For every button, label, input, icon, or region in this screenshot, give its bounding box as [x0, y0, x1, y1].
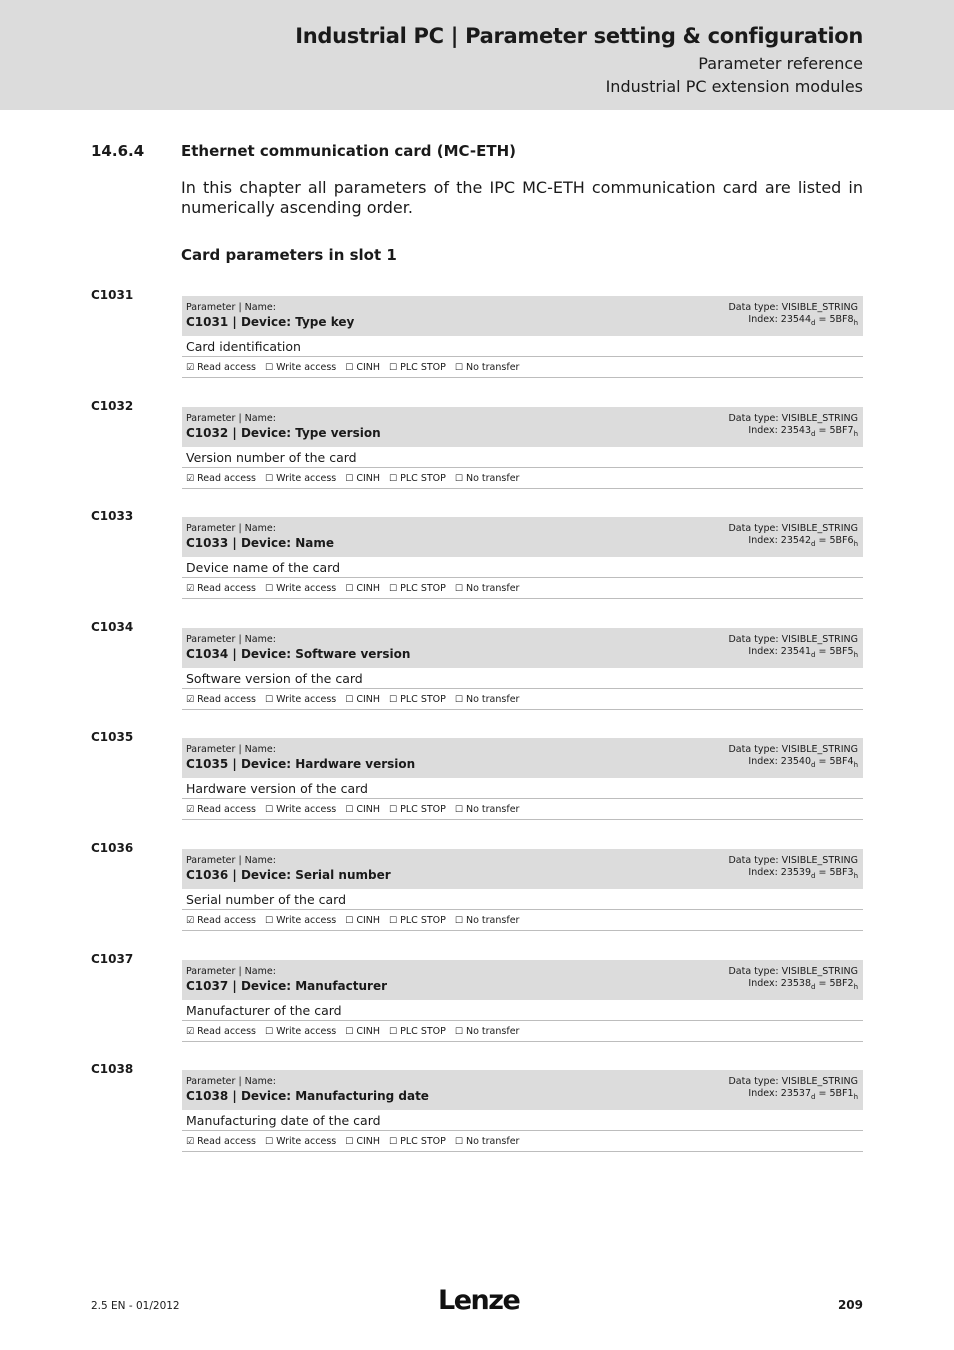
- parameter-header: [182, 296, 863, 336]
- parameter-name-label: Parameter | Name:: [186, 634, 276, 645]
- index-prefix: Index:: [748, 314, 781, 325]
- section-title: Ethernet communication card (MC-ETH): [181, 142, 517, 160]
- parameter-name: C1032 | Device: Type version: [186, 426, 381, 440]
- parameter-header: [182, 407, 863, 447]
- flag-item: [265, 473, 336, 484]
- flag-label: Read access: [197, 473, 257, 484]
- checkbox-icon: ☐: [454, 474, 463, 484]
- checkbox-icon: ☐: [265, 916, 274, 926]
- flag-item: [265, 915, 336, 926]
- flag-label: No transfer: [465, 804, 520, 815]
- checkbox-icon: ☑: [186, 584, 195, 594]
- checkbox-icon: ☐: [389, 916, 398, 926]
- parameter-index: [748, 867, 858, 880]
- index-decimal: 23537: [780, 1088, 812, 1099]
- flag-item: [265, 583, 336, 594]
- header-subtitle-2: Industrial PC extension modules: [605, 77, 863, 96]
- parameter-name: C1037 | Device: Manufacturer: [186, 979, 388, 993]
- flag-label: CINH: [356, 1026, 381, 1037]
- parameter-name-label: Parameter | Name:: [186, 523, 276, 534]
- checkbox-icon: ☑: [186, 916, 195, 926]
- data-type: Data type: VISIBLE_STRING: [728, 634, 858, 645]
- flag-label: CINH: [356, 583, 381, 594]
- flag-item: [345, 473, 380, 484]
- index-equals: =: [815, 1088, 830, 1099]
- parameter-index: [748, 425, 858, 438]
- checkbox-icon: ☐: [389, 474, 398, 484]
- checkbox-icon: ☐: [345, 916, 354, 926]
- parameter-name-label: Parameter | Name:: [186, 966, 276, 977]
- flag-label: No transfer: [465, 915, 520, 926]
- parameter-block: [182, 296, 863, 378]
- checkbox-icon: ☐: [389, 805, 398, 815]
- checkbox-icon: ☐: [389, 363, 398, 373]
- parameter-index: [748, 646, 858, 659]
- parameter-description: Manufacturer of the card: [182, 1000, 863, 1021]
- checkbox-icon: ☐: [389, 1027, 398, 1037]
- parameter-code-label: C1035: [91, 730, 134, 744]
- parameter-block: [182, 849, 863, 931]
- parameter-code-label: C1038: [91, 1062, 134, 1076]
- checkbox-icon: ☐: [345, 363, 354, 373]
- flag-label: CINH: [356, 804, 381, 815]
- checkbox-icon: ☐: [454, 916, 463, 926]
- index-hex: 5BF4: [829, 756, 854, 767]
- flag-label: Read access: [197, 694, 257, 705]
- flag-item: [345, 1136, 380, 1147]
- parameter-code-label: C1031: [91, 288, 134, 302]
- flag-label: Read access: [197, 1136, 257, 1147]
- index-equals: =: [815, 535, 830, 546]
- flag-item: [389, 362, 446, 373]
- flag-label: Write access: [276, 1136, 337, 1147]
- flag-item: [265, 1026, 336, 1037]
- checkbox-icon: ☐: [345, 584, 354, 594]
- flag-label: No transfer: [465, 694, 520, 705]
- flag-label: PLC STOP: [400, 362, 446, 373]
- index-decimal-subscript: d: [811, 761, 816, 769]
- parameter-index: [748, 314, 858, 327]
- flag-item: [265, 694, 336, 705]
- parameter-flags: [182, 910, 863, 931]
- flag-label: CINH: [356, 915, 381, 926]
- index-hex: 5BF3: [829, 867, 854, 878]
- checkbox-icon: ☑: [186, 474, 195, 484]
- data-type: Data type: VISIBLE_STRING: [728, 1076, 858, 1087]
- index-hex: 5BF7: [829, 425, 854, 436]
- index-prefix: Index:: [748, 867, 781, 878]
- parameter-name-label: Parameter | Name:: [186, 1076, 276, 1087]
- parameter-flags: [182, 1131, 863, 1152]
- index-prefix: Index:: [748, 1088, 781, 1099]
- flag-item: [186, 583, 256, 594]
- checkbox-icon: ☐: [265, 1027, 274, 1037]
- parameter-description: Card identification: [182, 336, 863, 357]
- flag-label: Write access: [276, 362, 337, 373]
- checkbox-icon: ☐: [265, 805, 274, 815]
- index-hex: 5BF8: [829, 314, 854, 325]
- flag-item: [265, 804, 336, 815]
- flag-label: PLC STOP: [400, 583, 446, 594]
- checkbox-icon: ☑: [186, 363, 195, 373]
- flag-item: [455, 473, 520, 484]
- index-decimal-subscript: d: [811, 430, 816, 438]
- parameter-description: Version number of the card: [182, 447, 863, 468]
- flag-label: Write access: [276, 583, 337, 594]
- flag-label: PLC STOP: [400, 473, 446, 484]
- index-decimal-subscript: d: [811, 651, 816, 659]
- parameter-index: [748, 535, 858, 548]
- parameter-index: [748, 1088, 858, 1101]
- parameter-block: [182, 407, 863, 489]
- checkbox-icon: ☑: [186, 695, 195, 705]
- flag-label: Write access: [276, 473, 337, 484]
- index-decimal-subscript: d: [811, 872, 816, 880]
- index-hex-subscript: h: [853, 983, 858, 991]
- flag-item: [265, 362, 336, 373]
- flag-label: Read access: [197, 915, 257, 926]
- flag-item: [186, 1026, 256, 1037]
- index-equals: =: [815, 425, 830, 436]
- parameter-name: C1036 | Device: Serial number: [186, 868, 391, 882]
- parameter-flags: [182, 468, 863, 489]
- flag-label: PLC STOP: [400, 1026, 446, 1037]
- parameter-name: C1033 | Device: Name: [186, 536, 334, 550]
- flag-item: [186, 804, 256, 815]
- checkbox-icon: ☐: [265, 695, 274, 705]
- flag-label: Write access: [276, 915, 337, 926]
- parameter-code-label: C1036: [91, 841, 134, 855]
- parameter-name-label: Parameter | Name:: [186, 744, 276, 755]
- parameter-flags: [182, 1021, 863, 1042]
- flag-label: No transfer: [465, 1026, 520, 1037]
- parameter-header: [182, 849, 863, 889]
- parameter-name: C1034 | Device: Software version: [186, 647, 411, 661]
- parameter-code-label: C1032: [91, 399, 134, 413]
- checkbox-icon: ☐: [345, 695, 354, 705]
- flag-item: [265, 1136, 336, 1147]
- parameter-block: [182, 1070, 863, 1152]
- flag-item: [345, 1026, 380, 1037]
- checkbox-icon: ☑: [186, 1027, 195, 1037]
- flag-item: [345, 362, 380, 373]
- parameter-block: [182, 628, 863, 710]
- index-hex-subscript: h: [853, 319, 858, 327]
- index-prefix: Index:: [748, 425, 781, 436]
- parameter-code-label: C1037: [91, 952, 134, 966]
- flag-item: [389, 473, 446, 484]
- flag-item: [455, 1026, 520, 1037]
- checkbox-icon: ☑: [186, 805, 195, 815]
- checkbox-icon: ☐: [345, 805, 354, 815]
- parameter-description: Device name of the card: [182, 557, 863, 578]
- flag-item: [186, 362, 256, 373]
- flag-item: [389, 915, 446, 926]
- page-header: [0, 0, 954, 110]
- checkbox-icon: ☐: [389, 695, 398, 705]
- index-prefix: Index:: [748, 646, 781, 657]
- parameter-name-label: Parameter | Name:: [186, 413, 276, 424]
- flag-label: PLC STOP: [400, 694, 446, 705]
- intro-paragraph: In this chapter all parameters of the IPC MC-ETH communication card are listed in numerically ascending order.: [181, 178, 863, 217]
- page-number: 209: [837, 1298, 863, 1312]
- flag-item: [389, 804, 446, 815]
- index-hex-subscript: h: [853, 761, 858, 769]
- index-decimal: 23543: [780, 425, 812, 436]
- index-prefix: Index:: [748, 978, 781, 989]
- parameter-flags: [182, 578, 863, 599]
- flag-item: [345, 915, 380, 926]
- index-hex-subscript: h: [853, 430, 858, 438]
- index-decimal: 23544: [780, 314, 812, 325]
- flag-label: PLC STOP: [400, 915, 446, 926]
- parameter-name-label: Parameter | Name:: [186, 855, 276, 866]
- flag-item: [389, 1136, 446, 1147]
- index-hex: 5BF5: [829, 646, 854, 657]
- index-equals: =: [815, 756, 830, 767]
- flag-label: CINH: [356, 694, 381, 705]
- parameter-header: [182, 628, 863, 668]
- parameter-block: [182, 517, 863, 599]
- index-decimal: 23542: [780, 535, 812, 546]
- checkbox-icon: ☐: [454, 584, 463, 594]
- parameter-name: C1038 | Device: Manufacturing date: [186, 1089, 429, 1103]
- header-title: Industrial PC | Parameter setting & configuration: [295, 24, 863, 48]
- flag-label: Read access: [197, 1026, 257, 1037]
- index-hex-subscript: h: [853, 872, 858, 880]
- flag-item: [455, 583, 520, 594]
- index-equals: =: [815, 978, 830, 989]
- parameter-flags: [182, 689, 863, 710]
- flag-item: [389, 1026, 446, 1037]
- checkbox-icon: ☐: [454, 695, 463, 705]
- index-hex-subscript: h: [853, 540, 858, 548]
- index-hex-subscript: h: [853, 1093, 858, 1101]
- index-prefix: Index:: [748, 756, 781, 767]
- checkbox-icon: ☑: [186, 1137, 195, 1147]
- flag-label: No transfer: [465, 583, 520, 594]
- flag-label: PLC STOP: [400, 804, 446, 815]
- parameter-name-label: Parameter | Name:: [186, 302, 276, 313]
- index-decimal: 23539: [780, 867, 812, 878]
- checkbox-icon: ☐: [389, 1137, 398, 1147]
- header-subtitle-1: Parameter reference: [698, 54, 863, 73]
- flag-item: [455, 1136, 520, 1147]
- flag-label: Read access: [197, 804, 257, 815]
- checkbox-icon: ☐: [265, 1137, 274, 1147]
- checkbox-icon: ☐: [345, 1137, 354, 1147]
- parameter-header: [182, 738, 863, 778]
- data-type: Data type: VISIBLE_STRING: [728, 744, 858, 755]
- flag-label: No transfer: [465, 1136, 520, 1147]
- checkbox-icon: ☐: [454, 363, 463, 373]
- flag-item: [186, 473, 256, 484]
- checkbox-icon: ☐: [265, 474, 274, 484]
- flag-label: Read access: [197, 583, 257, 594]
- flag-item: [186, 915, 256, 926]
- index-hex: 5BF2: [829, 978, 854, 989]
- checkbox-icon: ☐: [454, 1027, 463, 1037]
- flag-label: CINH: [356, 1136, 381, 1147]
- index-hex: 5BF6: [829, 535, 854, 546]
- checkbox-icon: ☐: [345, 1027, 354, 1037]
- parameter-header: [182, 960, 863, 1000]
- flag-item: [345, 583, 380, 594]
- parameter-code-label: C1033: [91, 509, 134, 523]
- checkbox-icon: ☐: [345, 474, 354, 484]
- data-type: Data type: VISIBLE_STRING: [728, 523, 858, 534]
- subheading: Card parameters in slot 1: [181, 246, 397, 264]
- parameter-block: [182, 960, 863, 1042]
- flag-item: [345, 804, 380, 815]
- parameter-name: C1031 | Device: Type key: [186, 315, 355, 329]
- flag-item: [455, 694, 520, 705]
- flag-label: Write access: [276, 1026, 337, 1037]
- parameter-code-label: C1034: [91, 620, 134, 634]
- index-decimal-subscript: d: [811, 983, 816, 991]
- parameter-block: [182, 738, 863, 820]
- flag-item: [186, 1136, 256, 1147]
- lenze-logo: Lenze: [438, 1285, 520, 1316]
- parameter-flags: [182, 799, 863, 820]
- checkbox-icon: ☐: [265, 363, 274, 373]
- flag-label: Write access: [276, 804, 337, 815]
- data-type: Data type: VISIBLE_STRING: [728, 413, 858, 424]
- flag-label: CINH: [356, 473, 381, 484]
- data-type: Data type: VISIBLE_STRING: [728, 855, 858, 866]
- parameter-flags: [182, 357, 863, 378]
- index-hex-subscript: h: [853, 651, 858, 659]
- flag-item: [455, 804, 520, 815]
- flag-label: PLC STOP: [400, 1136, 446, 1147]
- flag-label: No transfer: [465, 362, 520, 373]
- flag-label: Read access: [197, 362, 257, 373]
- parameter-description: Serial number of the card: [182, 889, 863, 910]
- flag-item: [345, 694, 380, 705]
- data-type: Data type: VISIBLE_STRING: [728, 966, 858, 977]
- checkbox-icon: ☐: [454, 1137, 463, 1147]
- index-equals: =: [815, 867, 830, 878]
- flag-item: [455, 362, 520, 373]
- flag-label: No transfer: [465, 473, 520, 484]
- index-hex: 5BF1: [829, 1088, 854, 1099]
- footer-version: 2.5 EN - 01/2012: [91, 1300, 180, 1312]
- parameter-index: [748, 756, 858, 769]
- parameter-description: Hardware version of the card: [182, 778, 863, 799]
- parameter-description: Manufacturing date of the card: [182, 1110, 863, 1131]
- index-decimal-subscript: d: [811, 1093, 816, 1101]
- parameter-description: Software version of the card: [182, 668, 863, 689]
- index-decimal: 23540: [780, 756, 812, 767]
- flag-label: CINH: [356, 362, 381, 373]
- flag-item: [455, 915, 520, 926]
- data-type: Data type: VISIBLE_STRING: [728, 302, 858, 313]
- flag-item: [389, 583, 446, 594]
- section-number: 14.6.4: [91, 142, 145, 160]
- index-equals: =: [815, 314, 830, 325]
- parameter-header: [182, 517, 863, 557]
- parameter-index: [748, 978, 858, 991]
- index-equals: =: [815, 646, 830, 657]
- index-decimal: 23541: [780, 646, 812, 657]
- parameter-name: C1035 | Device: Hardware version: [186, 757, 416, 771]
- parameter-header: [182, 1070, 863, 1110]
- checkbox-icon: ☐: [454, 805, 463, 815]
- index-decimal-subscript: d: [811, 319, 816, 327]
- flag-label: Write access: [276, 694, 337, 705]
- index-decimal-subscript: d: [811, 540, 816, 548]
- checkbox-icon: ☐: [265, 584, 274, 594]
- index-prefix: Index:: [748, 535, 781, 546]
- index-decimal: 23538: [780, 978, 812, 989]
- flag-item: [389, 694, 446, 705]
- flag-item: [186, 694, 256, 705]
- checkbox-icon: ☐: [389, 584, 398, 594]
